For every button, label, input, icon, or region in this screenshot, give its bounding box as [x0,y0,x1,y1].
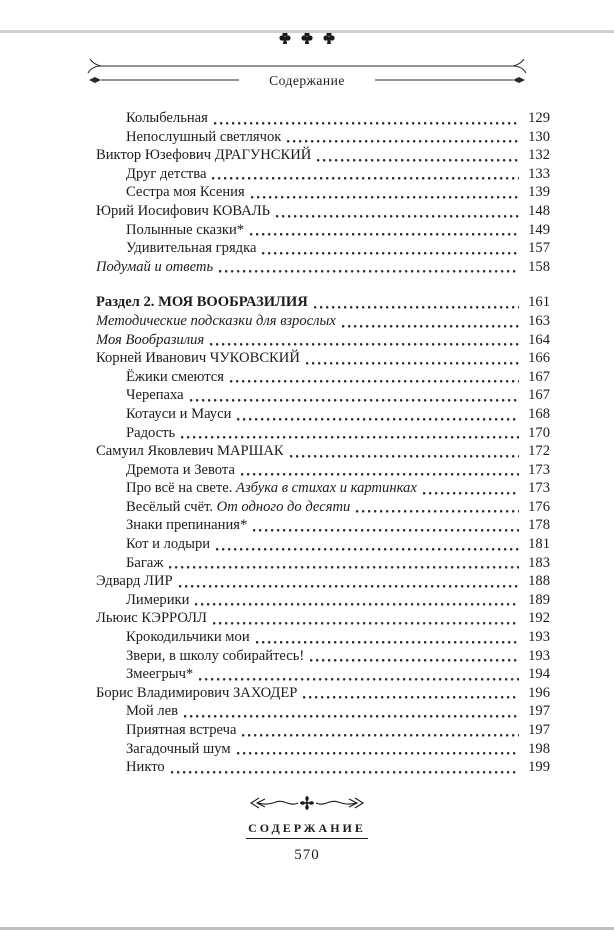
dotted-leader [184,715,519,718]
toc-entry [96,146,550,165]
dotted-leader [276,215,519,218]
dotted-leader [303,696,519,699]
entry-title: Багаж [126,554,164,571]
entry-title: Радость [126,424,176,441]
toc-entry [96,721,550,740]
page-top-edge [0,30,614,33]
toc-entry [96,740,550,759]
dotted-leader [214,122,519,125]
dotted-leader [241,473,519,476]
toc-entry [96,109,550,128]
entry-page-number: 163 [528,312,550,329]
entry-page-number: 178 [528,517,550,534]
entry-title: Котауси и Мауси [126,405,232,422]
toc-entry [96,386,550,405]
toc-entry [96,239,550,258]
toc-entry [96,183,550,202]
entry-title: Удивительная грядка [126,240,257,257]
entry-title: Эдвард ЛИР [96,573,173,590]
toc-entry [96,591,550,610]
dotted-leader [169,566,519,569]
entry-page-number: 158 [528,258,550,275]
entry-page-number: 133 [528,165,550,182]
toc-entry [96,461,550,480]
entry-title: Черепаха [126,387,184,404]
toc-entry [96,221,550,240]
entry-page-number: 173 [528,480,550,497]
toc-entry [96,554,550,573]
entry-title: Никто [126,759,165,776]
toc-entry [96,535,550,554]
toc-entry [96,665,550,684]
entry-page-number: 181 [528,536,550,553]
dotted-leader [237,418,519,421]
entry-page-number: 149 [528,221,550,238]
page-number: 570 [294,846,320,863]
entry-title: Методические подсказки для взрослых [96,312,336,329]
entry-title: Весёлый счёт. От одного до десяти [126,498,351,515]
entry-page-number: 192 [528,610,550,627]
entry-title: Ёжики смеются [126,368,225,385]
dotted-leader [423,492,519,495]
dotted-leader [250,233,519,236]
entry-page-number: 148 [528,202,550,219]
footer-flourish-icon [0,793,614,813]
toc-entry [96,424,550,443]
entry-page-number: 166 [528,350,550,367]
entry-title: Виктор Юзефович ДРАГУНСКИЙ [96,147,312,164]
entry-title: Лимерики [126,591,190,608]
dotted-leader [253,529,519,532]
entry-page-number: 129 [528,110,550,126]
header-title: Содержание [269,73,345,88]
book-contents-page [0,30,614,864]
entry-title: Загадочный шум [126,740,231,757]
entry-page-number: 130 [528,128,550,145]
entry-page-number: 196 [528,684,550,701]
dotted-leader [290,455,519,458]
entry-page-number: 172 [528,443,550,460]
entry-title: Подумай и ответь [96,258,214,275]
entry-title: Полынные сказки* [126,221,245,238]
entry-page-number: 189 [528,591,550,608]
entry-page-number: 183 [528,554,550,571]
entry-page-number: 139 [528,184,550,201]
entry-page-number: 167 [528,368,550,385]
dotted-leader [356,510,519,513]
dotted-leader [287,140,519,143]
entry-page-number: 198 [528,740,550,757]
entry-title: Борис Владимирович ЗАХОДЕР [96,684,298,701]
toc-entry [96,165,550,184]
entry-page-number: 193 [528,647,550,664]
entry-title: Корней Иванович ЧУКОВСКИЙ [96,350,300,367]
toc-entry [96,479,550,498]
entry-title: Змеегрыч* [126,666,194,683]
footer-section-label: СОДЕРЖАНИЕ [246,821,368,839]
toc-entry [96,647,550,666]
entry-title: Приятная встреча [126,722,237,738]
entry-title: Про всё на свете. Азбука в стихах и картинках [126,480,417,497]
entry-page-number: 194 [528,666,550,683]
toc-section [96,109,550,276]
entry-page-number: 199 [528,759,550,776]
entry-title: Колыбельная [126,110,208,126]
entry-page-number: 188 [528,573,550,590]
toc-entry [96,368,550,387]
toc-entry [96,684,550,703]
dotted-leader [216,548,519,551]
entry-title: Кот и лодыри [126,536,211,553]
dotted-leader [210,343,519,346]
entry-title: Непослушный светлячок [126,128,282,145]
toc-entry [96,312,550,331]
toc-section [96,293,550,776]
entry-title: Раздел 2. МОЯ ВООБРАЗИЛИЯ [96,294,308,311]
entry-page-number: 157 [528,240,550,257]
entry-title: Самуил Яковлевич МАРШАК [96,443,284,460]
header-banner [87,59,527,93]
entry-title: Мой лев [126,703,179,720]
dotted-leader [242,734,519,737]
dotted-leader [342,325,519,328]
entry-page-number: 168 [528,405,550,422]
entry-title: Дремота и Зевота [126,461,235,478]
entry-page-number: 173 [528,461,550,478]
toc-entry [96,405,550,424]
dotted-leader [262,252,519,255]
dotted-leader [219,270,519,273]
dotted-leader [310,659,519,662]
toc-list [96,109,550,777]
entry-page-number: 176 [528,498,550,515]
dotted-leader [195,603,519,606]
entry-page-number: 170 [528,424,550,441]
entry-page-number: 164 [528,331,550,348]
dotted-leader [212,177,519,180]
entry-title: Звери, в школу собирайтесь! [126,647,305,664]
toc-entry [96,498,550,517]
entry-title: Друг детства [126,165,207,182]
toc-entry [96,442,550,461]
dotted-leader [199,678,519,681]
dotted-leader [230,380,519,383]
dotted-leader [213,622,519,625]
entry-title: Льюис КЭРРОЛЛ [96,610,207,627]
dotted-leader [306,362,519,365]
entry-page-number: 167 [528,387,550,404]
toc-entry [96,128,550,147]
dotted-leader [256,641,519,644]
toc-entry [96,758,550,777]
dotted-leader [179,585,519,588]
toc-entry [96,628,550,647]
entry-title: Крокодильчики мои [126,629,250,646]
entry-title: Моя Вообразилия [96,331,205,348]
toc-entry [96,331,550,350]
dotted-leader [190,399,519,402]
toc-entry [96,609,550,628]
entry-page-number: 197 [528,722,550,738]
dotted-leader [181,436,519,439]
dotted-leader [314,306,519,309]
dotted-leader [317,159,519,162]
entry-page-number: 161 [528,294,550,311]
toc-entry [96,572,550,591]
entry-title: Знаки препинания* [126,517,248,534]
dotted-leader [251,196,519,199]
toc-entry [96,349,550,368]
top-clover-ornament-icon [0,30,614,51]
entry-page-number: 197 [528,703,550,720]
toc-entry [96,516,550,535]
entry-page-number: 193 [528,629,550,646]
toc-entry [96,293,550,312]
toc-entry [96,702,550,721]
entry-title: Юрий Иосифович КОВАЛЬ [96,202,271,219]
dotted-leader [171,771,519,774]
dotted-leader [237,752,519,755]
entry-page-number: 132 [528,147,550,164]
footer [0,793,614,864]
toc-entry [96,202,550,221]
toc-entry [96,258,550,277]
entry-title: Сестра моя Ксения [126,184,245,201]
